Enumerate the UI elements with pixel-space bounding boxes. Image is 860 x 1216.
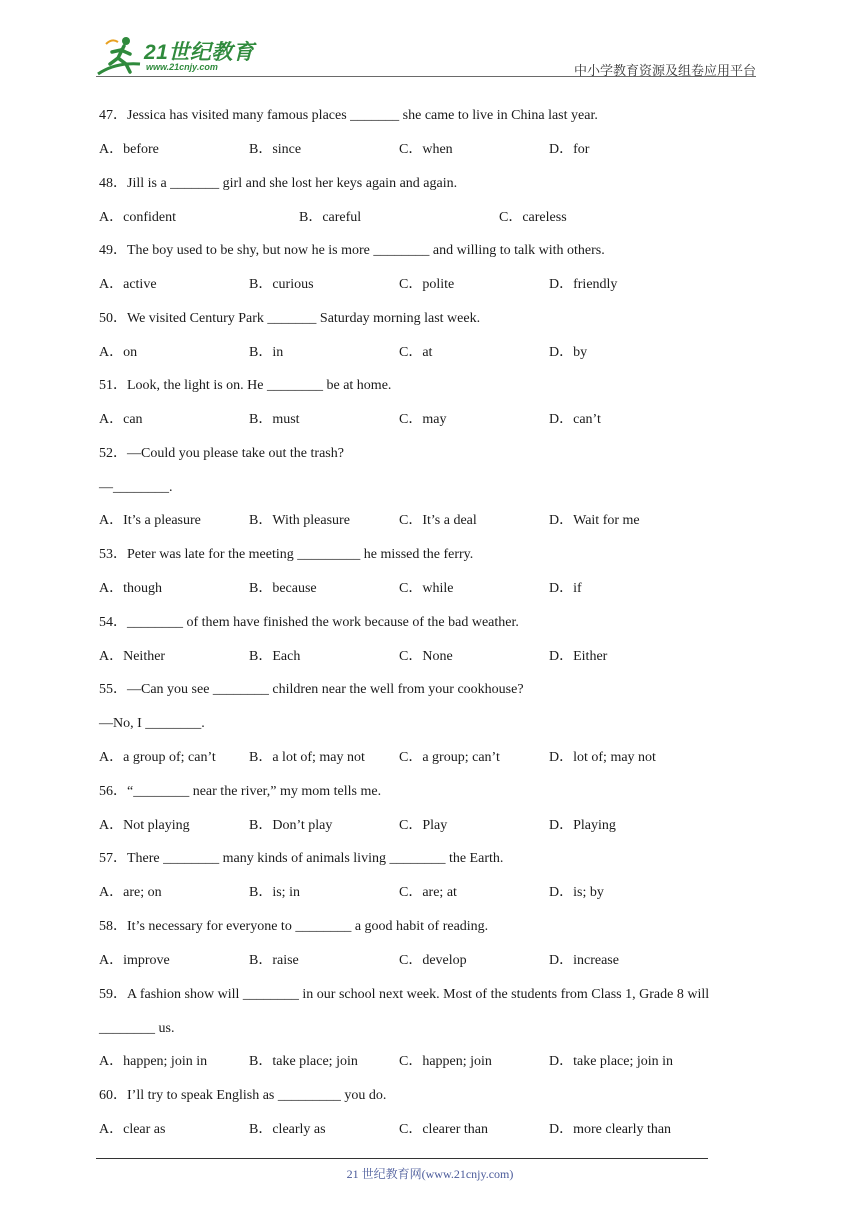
option-48-a: A．confident — [99, 210, 176, 225]
option-53-b: B．because — [249, 581, 317, 596]
option-58-c: C．develop — [399, 953, 467, 968]
option-54-a: A．Neither — [99, 649, 166, 664]
question-60: 60．I’ll try to speak English as _________ you do. — [99, 1088, 387, 1103]
question-48: 48．Jill is a _______ girl and she lost her keys again and again. — [99, 176, 458, 191]
option-47-d: D．for — [549, 142, 590, 157]
option-57-b: B．is; in — [249, 885, 300, 900]
header-divider — [96, 76, 756, 77]
option-53-d: D．if — [549, 581, 582, 596]
option-60-d: D．more clearly than — [549, 1122, 672, 1137]
question-51: 51．Look, the light is on. He ________ be at home. — [99, 378, 392, 393]
question-49: 49．The boy used to be shy, but now he is more ________ and willing to talk with others. — [99, 243, 605, 258]
option-48-c: C．careless — [499, 210, 567, 225]
option-51-b: B．must — [249, 412, 300, 427]
logo-url: www.21cnjy.com — [146, 62, 218, 72]
option-49-c: C．polite — [399, 277, 455, 292]
question-54: 54．________ of them have finished the work because of the bad weather. — [99, 615, 519, 630]
question-53: 53．Peter was late for the meeting _________ he missed the ferry. — [99, 547, 474, 562]
question-57: 57．There ________ many kinds of animals living ________ the Earth. — [99, 851, 504, 866]
option-49-b: B．curious — [249, 277, 314, 292]
option-52-d: D．Wait for me — [549, 513, 640, 528]
option-51-c: C．may — [399, 412, 447, 427]
option-47-b: B．since — [249, 142, 302, 157]
option-51-a: A．can — [99, 412, 143, 427]
logo-text: 21世纪教育 — [144, 41, 255, 64]
option-60-c: C．clearer than — [399, 1122, 489, 1137]
option-60-a: A．clear as — [99, 1122, 166, 1137]
site-logo — [96, 34, 266, 78]
option-52-b: B．With pleasure — [249, 513, 350, 528]
option-47-c: C．when — [399, 142, 453, 157]
option-50-d: D．by — [549, 345, 588, 360]
option-54-b: B．Each — [249, 649, 301, 664]
question-55: 55．—Can you see ________ children near the well from your cookhouse? — [99, 682, 524, 697]
option-59-a: A．happen; join in — [99, 1054, 208, 1069]
option-54-d: D．Either — [549, 649, 608, 664]
option-49-d: D．friendly — [549, 277, 618, 292]
question-55-reply: —No, I ________. — [99, 716, 205, 731]
option-56-d: D．Playing — [549, 818, 616, 833]
platform-title: 中小学教育资源及组卷应用平台 — [573, 63, 756, 78]
option-58-b: B．raise — [249, 953, 299, 968]
option-50-b: B．in — [249, 345, 284, 360]
option-52-c: C．It’s a deal — [399, 513, 477, 528]
option-51-d: D．can’t — [549, 412, 601, 427]
option-60-b: B．clearly as — [249, 1122, 326, 1137]
option-56-a: A．Not playing — [99, 818, 190, 833]
question-52-reply: —________. — [99, 480, 173, 495]
option-56-c: C．Play — [399, 818, 448, 833]
option-58-d: D．increase — [549, 953, 619, 968]
option-57-a: A．are; on — [99, 885, 162, 900]
footer-link[interactable]: 21 世纪教育网(www.21cnjy.com) — [346, 1167, 514, 1181]
option-54-c: C．None — [399, 649, 453, 664]
question-59-continued: ________ us. — [99, 1021, 175, 1036]
page-header — [96, 34, 756, 78]
option-55-a: A．a group of; can’t — [99, 750, 216, 765]
runner-icon — [96, 34, 144, 78]
question-58: 58．It’s necessary for everyone to ________ a good habit of reading. — [99, 919, 489, 934]
question-59: 59．A fashion show will ________ in our school next week. Most of the students from Class 1, Grade 8 will — [99, 987, 710, 1002]
question-56: 56．“________ near the river,” my mom tells me. — [99, 784, 382, 799]
option-59-d: D．take place; join in — [549, 1054, 674, 1069]
option-52-a: A．It’s a pleasure — [99, 513, 201, 528]
option-58-a: A．improve — [99, 953, 170, 968]
question-50: 50．We visited Century Park _______ Saturday morning last week. — [99, 311, 481, 326]
option-59-c: C．happen; join — [399, 1054, 492, 1069]
option-53-c: C．while — [399, 581, 454, 596]
option-50-a: A．on — [99, 345, 138, 360]
option-56-b: B．Don’t play — [249, 818, 333, 833]
option-55-c: C．a group; can’t — [399, 750, 500, 765]
option-57-c: C．are; at — [399, 885, 457, 900]
option-59-b: B．take place; join — [249, 1054, 358, 1069]
question-52: 52．—Could you please take out the trash? — [99, 446, 344, 461]
option-50-c: C．at — [399, 345, 433, 360]
question-47: 47．Jessica has visited many famous places _______ she came to live in China last year. — [99, 108, 598, 123]
option-48-b: B．careful — [299, 210, 362, 225]
footer-divider — [96, 1158, 708, 1159]
option-47-a: A．before — [99, 142, 159, 157]
option-53-a: A．though — [99, 581, 162, 596]
option-49-a: A．active — [99, 277, 157, 292]
option-57-d: D．is; by — [549, 885, 604, 900]
option-55-b: B．a lot of; may not — [249, 750, 365, 765]
option-55-d: D．lot of; may not — [549, 750, 656, 765]
